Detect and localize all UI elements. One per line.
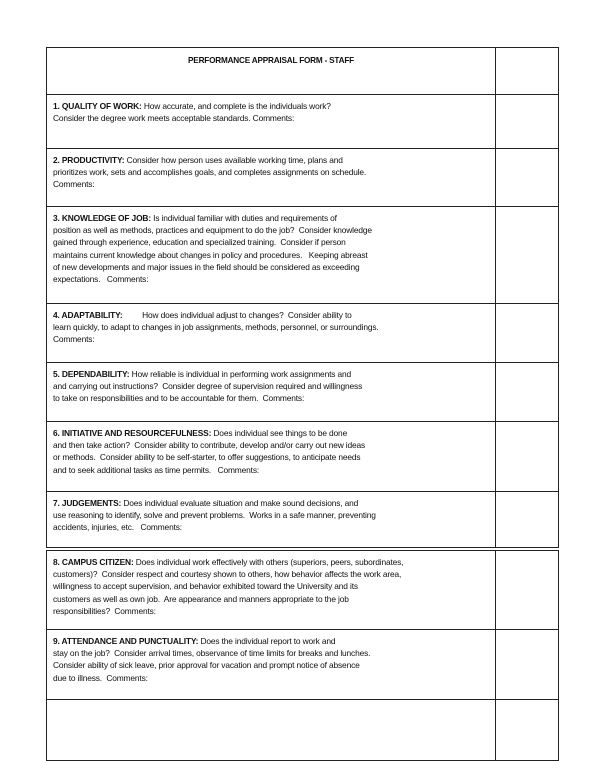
item-text: stay on the job? Consider arrival times, observance of time limits for breaks and lunches.	[53, 648, 371, 659]
item-text: learn quickly, to adapt to changes in job assignments, methods, personnel, or surroundings.	[53, 322, 379, 333]
table-row	[47, 95, 559, 149]
rating-cell[interactable]	[496, 363, 559, 422]
item-text: maintains current knowledge about changes in policy and procedures. Keeping abreast	[53, 249, 368, 260]
form-title: PERFORMANCE APPRAISAL FORM - STAFF	[47, 48, 496, 95]
item-text: Comments:	[53, 334, 95, 345]
table-row	[47, 422, 559, 492]
item-text: Consider the degree work meets acceptable standards. Comments:	[53, 113, 295, 124]
rating-cell[interactable]	[496, 551, 559, 630]
item-text: to take on responsibilities and to be accountable for them. Comments:	[53, 393, 305, 404]
item-text: How accurate, and complete is the individuals work?	[141, 101, 331, 111]
item-text: use reasoning to identify, solve and prevent problems. Works in a safe manner, preventing	[53, 510, 376, 521]
item-text: position as well as methods, practices and equipment to do the job? Consider knowledge	[53, 225, 372, 236]
item-label: 7. JUDGEMENTS:	[53, 498, 122, 508]
rating-cell[interactable]	[496, 422, 559, 492]
item-text: due to illness. Comments:	[53, 672, 148, 683]
rating-cell[interactable]	[496, 207, 559, 304]
item-text: Does individual see things to be done	[211, 428, 348, 438]
rating-cell[interactable]	[496, 48, 559, 95]
item-text: expectations. Comments:	[53, 274, 149, 285]
item-text: Is individual familiar with duties and requirements of	[150, 213, 337, 223]
item-text: prioritizes work, sets and accomplishes goals, and completes assignments on schedule.	[53, 167, 367, 178]
item-text: Consider ability of sick leave, prior approval for vacation and prompt notice of absence	[53, 660, 360, 671]
rating-cell[interactable]	[496, 95, 559, 149]
item-adaptability	[47, 304, 495, 352]
item-text: of new developments and major issues in the field should be considered as exceeding	[53, 261, 360, 272]
table-row	[47, 630, 559, 700]
item-label: 4. ADAPTABILITY:	[53, 310, 123, 320]
item-text: willingness to accept supervision, and behavior exhibited toward the University and its	[53, 581, 358, 592]
item-campus-citizen	[47, 551, 495, 623]
item-initiative	[47, 422, 495, 482]
item-text: customers)? Consider respect and courtesy shown to others, how behavior affects the work area,	[53, 569, 402, 580]
rating-cell[interactable]	[496, 304, 559, 363]
table-row	[47, 700, 559, 761]
item-dependability	[47, 363, 495, 411]
table-row	[47, 149, 559, 207]
item-text: responsibilities? Comments:	[53, 605, 156, 616]
table-row	[47, 304, 559, 363]
item-quality-of-work	[47, 95, 495, 130]
item-judgements	[47, 492, 495, 540]
item-label: 2. PRODUCTIVITY:	[53, 155, 125, 165]
item-text: How reliable is individual in performing work assignments and	[129, 369, 351, 379]
item-label: 8. CAMPUS CITIZEN:	[53, 557, 134, 567]
title-row	[47, 48, 559, 95]
rating-cell[interactable]	[496, 149, 559, 207]
item-text: Does individual work effectively with others (superiors, peers, subordinates,	[133, 557, 404, 567]
item-text: accidents, injuries, etc. Comments:	[53, 522, 182, 533]
item-text: Does the individual report to work and	[198, 636, 336, 646]
item-label: 9. ATTENDANCE AND PUNCTUALITY:	[53, 636, 199, 646]
item-knowledge-of-job	[47, 207, 495, 291]
item-text: gained through experience, education and specialized training. Consider if person	[53, 237, 346, 248]
item-label: 1. QUALITY OF WORK:	[53, 101, 142, 111]
item-label: 5. DEPENDABILITY:	[53, 369, 130, 379]
rating-cell[interactable]	[496, 630, 559, 700]
item-text: and carrying out instructions? Consider degree of supervision required and willingness	[53, 381, 363, 392]
item-text: Consider how person uses available working time, plans and	[124, 155, 343, 165]
item-text: How does individual adjust to changes? Consider ability to	[122, 310, 352, 320]
item-attendance-punctuality	[47, 630, 495, 690]
table-row	[47, 492, 559, 548]
item-label: 3. KNOWLEDGE OF JOB:	[53, 213, 151, 223]
rating-cell[interactable]	[496, 492, 559, 548]
rating-cell[interactable]	[496, 700, 559, 761]
table-row	[47, 207, 559, 304]
item-text: and to seek additional tasks as time permits. Comments:	[53, 464, 260, 475]
item-text: Does individual evaluate situation and make sound decisions, and	[121, 498, 359, 508]
table-row	[47, 551, 559, 630]
item-text: customers as well as own job. Are appearance and manners appropriate to the job	[53, 593, 349, 604]
item-text: Comments:	[53, 179, 95, 190]
item-text: and then take action? Consider ability to contribute, develop and/or carry out new ideas	[53, 440, 366, 451]
table-row	[47, 363, 559, 422]
item-label: 6. INITIATIVE AND RESOURCEFULNESS:	[53, 428, 212, 438]
appraisal-table	[46, 47, 559, 761]
item-productivity	[47, 149, 495, 197]
item-text: or methods. Consider ability to be self-starter, to offer suggestions, to anticipate needs	[53, 452, 361, 463]
